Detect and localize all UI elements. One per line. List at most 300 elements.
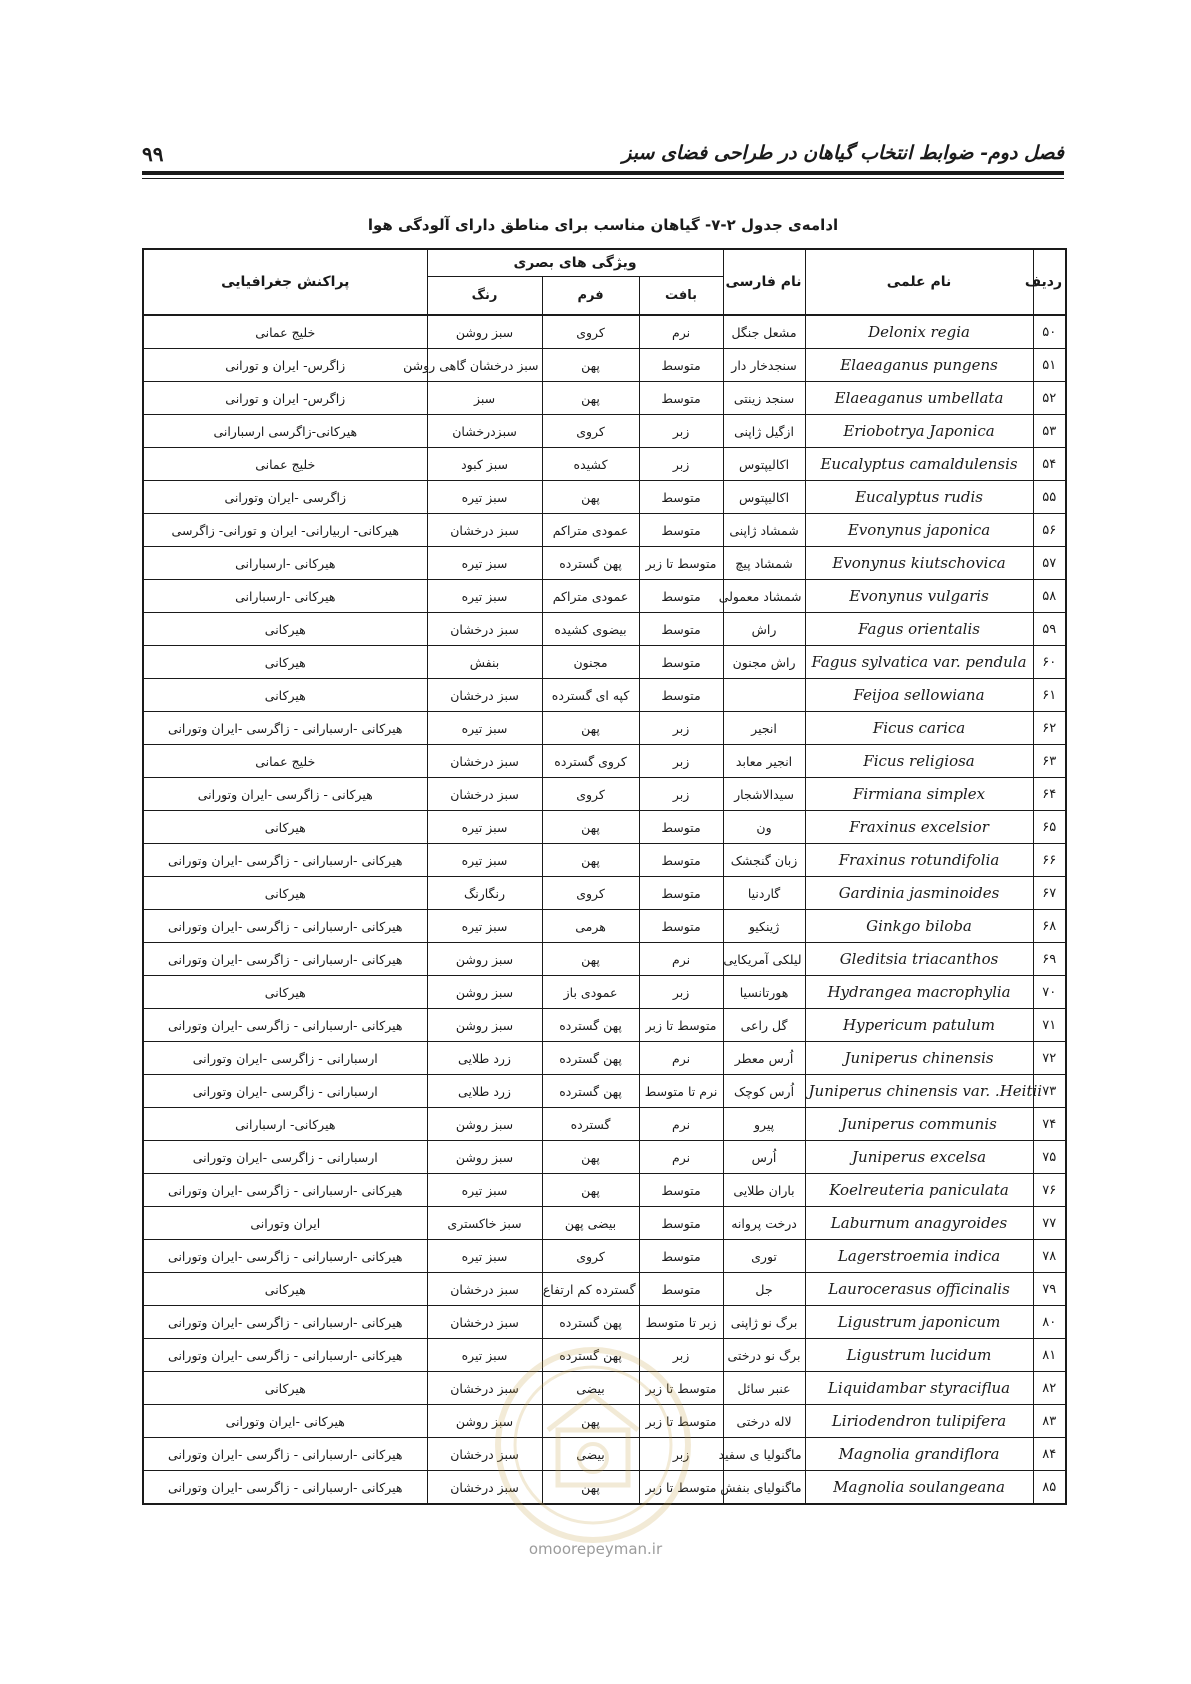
cell-distribution: خلیج عمانی (143, 315, 427, 349)
cell-form: پهن (542, 1174, 639, 1207)
cell-texture: نرم تا متوسط (639, 1075, 723, 1108)
cell-persian-name: سیدالاشجار (723, 778, 805, 811)
site-credit: omoorepeyman.ir (528, 1540, 663, 1558)
cell-persian-name: راش مجنون (723, 646, 805, 679)
cell-form: عمودی باز (542, 976, 639, 1009)
cell-distribution: هیرکانی -ارسبارانی - زاگرسی -ایران وتورانی (143, 1471, 427, 1505)
table-row (143, 877, 1066, 910)
plant-table (142, 248, 1067, 1505)
cell-row-no: ۸۰ (1033, 1306, 1066, 1339)
cell-color: بنفش (427, 646, 542, 679)
cell-color: سبز روشن (427, 943, 542, 976)
cell-form: گسترده کم ارتفاع (542, 1273, 639, 1306)
cell-color: سبزدرخشان (427, 415, 542, 448)
cell-persian-name: راش (723, 613, 805, 646)
cell-color: سبز کبود (427, 448, 542, 481)
cell-texture: متوسط (639, 646, 723, 679)
cell-persian-name: برگ نو درختی (723, 1339, 805, 1372)
cell-scientific-name: Laurocerasus officinalis (805, 1273, 1033, 1306)
cell-row-no: ۷۸ (1033, 1240, 1066, 1273)
header-visual-features: ویژگی های بصری (427, 249, 723, 277)
cell-texture: زبر (639, 976, 723, 1009)
cell-persian-name: شمشاد ژاپنی (723, 514, 805, 547)
cell-form: پهن (542, 1405, 639, 1438)
cell-color: سبز درخشان (427, 679, 542, 712)
cell-distribution: هیرکانی -ایران وتورانی (143, 1405, 427, 1438)
cell-distribution: هیرکانی - زاگرسی -ایران وتورانی (143, 778, 427, 811)
table-row (143, 1207, 1066, 1240)
cell-form: کپه ای گسترده (542, 679, 639, 712)
cell-row-no: ۶۳ (1033, 745, 1066, 778)
cell-texture: زبر تا متوسط (639, 1306, 723, 1339)
table-row (143, 481, 1066, 514)
cell-row-no: ۵۶ (1033, 514, 1066, 547)
cell-row-no: ۶۱ (1033, 679, 1066, 712)
cell-form: پهن (542, 349, 639, 382)
cell-row-no: ۵۴ (1033, 448, 1066, 481)
cell-form: پهن (542, 1471, 639, 1505)
cell-scientific-name: Magnolia grandiflora (805, 1438, 1033, 1471)
cell-form: کروی (542, 778, 639, 811)
cell-row-no: ۵۰ (1033, 315, 1066, 349)
cell-texture: متوسط تا زبر (639, 1405, 723, 1438)
cell-color: سبز روشن (427, 315, 542, 349)
cell-texture: متوسط (639, 514, 723, 547)
cell-color: سبز روشن (427, 1405, 542, 1438)
cell-row-no: ۶۹ (1033, 943, 1066, 976)
cell-distribution: هیرکانی -ارسبارانی - زاگرسی -ایران وتورانی (143, 1438, 427, 1471)
cell-distribution: هیرکانی (143, 811, 427, 844)
table-row (143, 448, 1066, 481)
cell-form: پهن (542, 844, 639, 877)
cell-distribution: هیرکانی (143, 1273, 427, 1306)
cell-color: سبز تیره (427, 547, 542, 580)
cell-texture: زبر (639, 778, 723, 811)
cell-distribution: هیرکانی -ارسبارانی - زاگرسی -ایران وتورانی (143, 712, 427, 745)
cell-row-no: ۷۳ (1033, 1075, 1066, 1108)
table-row (143, 1405, 1066, 1438)
cell-color: سبز درخشان (427, 1471, 542, 1505)
table-row (143, 315, 1066, 349)
cell-texture: زبر (639, 1339, 723, 1372)
cell-form: پهن گسترده (542, 1075, 639, 1108)
cell-distribution: هیرکانی- اربیارانی- ایران و تورانی- زاگرسی (143, 514, 427, 547)
cell-distribution: ایران وتورانی (143, 1207, 427, 1240)
cell-form: هرمی (542, 910, 639, 943)
cell-row-no: ۵۳ (1033, 415, 1066, 448)
cell-scientific-name: Evonynus japonica (805, 514, 1033, 547)
cell-texture: متوسط (639, 349, 723, 382)
cell-distribution: هیرکانی (143, 646, 427, 679)
cell-scientific-name: Liriodendron tulipifera (805, 1405, 1033, 1438)
cell-scientific-name: Juniperus excelsa (805, 1141, 1033, 1174)
cell-row-no: ۵۸ (1033, 580, 1066, 613)
header-rule-thin (142, 178, 1064, 179)
table-row (143, 1141, 1066, 1174)
cell-persian-name: گاردنیا (723, 877, 805, 910)
table-row (143, 844, 1066, 877)
cell-scientific-name: Fagus orientalis (805, 613, 1033, 646)
cell-distribution: هیرکانی -ارسبارانی (143, 580, 427, 613)
cell-distribution: زاگرس- ایران و تورانی (143, 382, 427, 415)
cell-row-no: ۶۴ (1033, 778, 1066, 811)
cell-scientific-name: Gleditsia triacanthos (805, 943, 1033, 976)
table-caption: ادامه‌ی جدول ۲-۷- گیاهان مناسب برای مناطق دارای آلودگی هوا (367, 216, 839, 234)
cell-form: کروی (542, 1240, 639, 1273)
cell-persian-name: انجیر معابد (723, 745, 805, 778)
cell-texture: نرم (639, 315, 723, 349)
cell-distribution: هیرکانی -ارسبارانی - زاگرسی -ایران وتورانی (143, 1240, 427, 1273)
cell-row-no: ۷۴ (1033, 1108, 1066, 1141)
cell-form: بیضوی کشیده (542, 613, 639, 646)
table-row (143, 646, 1066, 679)
cell-distribution: ارسبارانی - زاگرسی -ایران وتورانی (143, 1141, 427, 1174)
header-color: رنگ (427, 277, 542, 316)
table-row (143, 1273, 1066, 1306)
cell-color: زرد طلایی (427, 1075, 542, 1108)
table-row (143, 811, 1066, 844)
cell-texture: متوسط (639, 910, 723, 943)
cell-scientific-name: Fraxinus excelsior (805, 811, 1033, 844)
cell-form: پهن (542, 943, 639, 976)
cell-persian-name: توری (723, 1240, 805, 1273)
cell-row-no: ۷۰ (1033, 976, 1066, 1009)
cell-color: سبز درخشان (427, 613, 542, 646)
header-form: فرم (542, 277, 639, 316)
header-rule-thick (142, 171, 1064, 175)
cell-texture: زبر (639, 745, 723, 778)
cell-persian-name: جل (723, 1273, 805, 1306)
cell-scientific-name: Ligustrum lucidum (805, 1339, 1033, 1372)
cell-scientific-name: Ligustrum japonicum (805, 1306, 1033, 1339)
cell-form: کروی گسترده (542, 745, 639, 778)
cell-persian-name: هورتانسیا (723, 976, 805, 1009)
cell-scientific-name: Eucalyptus rudis (805, 481, 1033, 514)
table-body (143, 315, 1066, 1504)
cell-form: پهن (542, 481, 639, 514)
cell-row-no: ۶۵ (1033, 811, 1066, 844)
cell-color: سبز روشن (427, 1108, 542, 1141)
cell-row-no: ۸۳ (1033, 1405, 1066, 1438)
cell-distribution: هیرکانی -ارسبارانی - زاگرسی -ایران وتورانی (143, 910, 427, 943)
cell-persian-name: گل راعی (723, 1009, 805, 1042)
cell-distribution: هیرکانی -ارسبارانی - زاگرسی -ایران وتورانی (143, 1174, 427, 1207)
cell-persian-name: ماگنولیای بنفش (723, 1471, 805, 1505)
table-row (143, 349, 1066, 382)
cell-scientific-name: Firmiana simplex (805, 778, 1033, 811)
cell-color: سبز خاکستری (427, 1207, 542, 1240)
cell-distribution: خلیج عمانی (143, 745, 427, 778)
running-head (142, 142, 1064, 170)
cell-distribution: هیرکانی (143, 877, 427, 910)
cell-color: سبز تیره (427, 580, 542, 613)
cell-distribution: هیرکانی -ارسبارانی - زاگرسی -ایران وتورانی (143, 844, 427, 877)
cell-distribution: هیرکانی (143, 679, 427, 712)
cell-color: سبز تیره (427, 1174, 542, 1207)
cell-form: پهن گسترده (542, 1339, 639, 1372)
cell-texture: متوسط (639, 481, 723, 514)
cell-texture: متوسط تا زبر (639, 1372, 723, 1405)
cell-row-no: ۵۵ (1033, 481, 1066, 514)
cell-row-no: ۸۲ (1033, 1372, 1066, 1405)
cell-persian-name: ون (723, 811, 805, 844)
cell-texture: نرم (639, 943, 723, 976)
cell-persian-name: ازگیل ژاپنی (723, 415, 805, 448)
cell-row-no: ۵۲ (1033, 382, 1066, 415)
table-row (143, 1009, 1066, 1042)
cell-row-no: ۷۹ (1033, 1273, 1066, 1306)
cell-texture: نرم (639, 1042, 723, 1075)
cell-scientific-name: Hydrangea macrophylia (805, 976, 1033, 1009)
cell-form: کروی (542, 315, 639, 349)
cell-color: سبز تیره (427, 811, 542, 844)
table-row (143, 1372, 1066, 1405)
table-row (143, 1339, 1066, 1372)
cell-form: مجنون (542, 646, 639, 679)
cell-row-no: ۶۰ (1033, 646, 1066, 679)
cell-distribution: خلیج عمانی (143, 448, 427, 481)
cell-color: سبز روشن (427, 1141, 542, 1174)
cell-persian-name: اکالیپتوس (723, 481, 805, 514)
cell-color: سبز درخشان (427, 514, 542, 547)
table-row (143, 976, 1066, 1009)
cell-row-no: ۸۱ (1033, 1339, 1066, 1372)
cell-persian-name: درخت پروانه (723, 1207, 805, 1240)
cell-form: گسترده (542, 1108, 639, 1141)
cell-persian-name: باران طلایی (723, 1174, 805, 1207)
cell-persian-name: انجیر (723, 712, 805, 745)
cell-distribution: هیرکانی -ارسبارانی - زاگرسی -ایران وتورانی (143, 1009, 427, 1042)
cell-color: سبز درخشان (427, 1438, 542, 1471)
cell-persian-name: مشعل جنگل (723, 315, 805, 349)
cell-texture: متوسط تا زبر (639, 1009, 723, 1042)
table-row (143, 580, 1066, 613)
table-row (143, 1108, 1066, 1141)
cell-color: سبز تیره (427, 1240, 542, 1273)
header-scientific-name: نام علمی (805, 249, 1033, 315)
cell-scientific-name: Fraxinus rotundifolia (805, 844, 1033, 877)
cell-texture: متوسط (639, 382, 723, 415)
cell-scientific-name: Ginkgo biloba (805, 910, 1033, 943)
cell-scientific-name: Lagerstroemia indica (805, 1240, 1033, 1273)
cell-row-no: ۸۵ (1033, 1471, 1066, 1505)
cell-form: کروی (542, 877, 639, 910)
cell-distribution: هیرکانی -ارسبارانی (143, 547, 427, 580)
cell-distribution: هیرکانی (143, 976, 427, 1009)
cell-row-no: ۷۶ (1033, 1174, 1066, 1207)
cell-texture: زبر (639, 415, 723, 448)
cell-texture: متوسط (639, 844, 723, 877)
cell-row-no: ۵۱ (1033, 349, 1066, 382)
cell-row-no: ۶۸ (1033, 910, 1066, 943)
cell-distribution: هیرکانی-زاگرسی ارسبارانی (143, 415, 427, 448)
cell-form: عمودی متراکم (542, 514, 639, 547)
table-row (143, 1240, 1066, 1273)
cell-row-no: ۷۱ (1033, 1009, 1066, 1042)
cell-persian-name: ماگنولیا ی سفید (723, 1438, 805, 1471)
cell-scientific-name: Gardinia jasminoides (805, 877, 1033, 910)
cell-scientific-name: Koelreuteria paniculata (805, 1174, 1033, 1207)
table-row (143, 712, 1066, 745)
cell-distribution: ارسبارانی - زاگرسی -ایران وتورانی (143, 1042, 427, 1075)
cell-scientific-name: Juniperus communis (805, 1108, 1033, 1141)
cell-scientific-name: Evonynus kiutschovica (805, 547, 1033, 580)
cell-form: بیضی (542, 1372, 639, 1405)
cell-color: سبز روشن (427, 1009, 542, 1042)
cell-scientific-name: Ficus religiosa (805, 745, 1033, 778)
cell-form: پهن گسترده (542, 1042, 639, 1075)
cell-texture: متوسط تا زبر (639, 1471, 723, 1505)
cell-persian-name: لیلکی آمریکایی (723, 943, 805, 976)
cell-scientific-name: Fagus sylvatica var. pendula (805, 646, 1033, 679)
table-row (143, 1174, 1066, 1207)
table-row (143, 745, 1066, 778)
cell-distribution: هیرکانی -ارسبارانی - زاگرسی -ایران وتورانی (143, 943, 427, 976)
cell-color: سبز تیره (427, 844, 542, 877)
cell-form: پهن گسترده (542, 1009, 639, 1042)
cell-persian-name: عنبر سائل (723, 1372, 805, 1405)
cell-row-no: ۷۵ (1033, 1141, 1066, 1174)
cell-persian-name: برگ نو ژاپنی (723, 1306, 805, 1339)
cell-texture: زبر (639, 1438, 723, 1471)
cell-persian-name: سنجد زینتی (723, 382, 805, 415)
cell-color: سبز درخشان (427, 1306, 542, 1339)
table-row (143, 1471, 1066, 1505)
cell-color: سبز تیره (427, 712, 542, 745)
cell-color: سبز درخشان (427, 1372, 542, 1405)
cell-row-no: ۵۷ (1033, 547, 1066, 580)
header-persian-name: نام فارسی (723, 249, 805, 315)
cell-form: عمودی متراکم (542, 580, 639, 613)
cell-scientific-name: Feijoa sellowiana (805, 679, 1033, 712)
cell-persian-name: ژینکیو (723, 910, 805, 943)
table-row (143, 1438, 1066, 1471)
cell-persian-name: اکالیپتوس (723, 448, 805, 481)
cell-texture: متوسط تا زبر (639, 547, 723, 580)
cell-color: سبز (427, 382, 542, 415)
cell-row-no: ۵۹ (1033, 613, 1066, 646)
cell-form: پهن (542, 712, 639, 745)
cell-scientific-name: Elaeaganus umbellata (805, 382, 1033, 415)
cell-texture: متوسط (639, 1207, 723, 1240)
cell-texture: متوسط (639, 877, 723, 910)
cell-scientific-name: Eriobotrya Japonica (805, 415, 1033, 448)
cell-color: سبز روشن (427, 976, 542, 1009)
table-row (143, 514, 1066, 547)
cell-color: سبز درخشان گاهی روشن (427, 349, 542, 382)
cell-scientific-name: Ficus carica (805, 712, 1033, 745)
cell-texture: نرم (639, 1108, 723, 1141)
cell-color: سبز تیره (427, 1339, 542, 1372)
cell-row-no: ۷۷ (1033, 1207, 1066, 1240)
header-distribution: پراکنش جغرافیایی (143, 249, 427, 315)
cell-texture: زبر (639, 712, 723, 745)
cell-color: سبز درخشان (427, 745, 542, 778)
cell-texture: متوسط (639, 613, 723, 646)
cell-scientific-name: Magnolia soulangeana (805, 1471, 1033, 1505)
table-row (143, 778, 1066, 811)
cell-form: کشیده (542, 448, 639, 481)
cell-row-no: ۶۷ (1033, 877, 1066, 910)
cell-form: بیضی (542, 1438, 639, 1471)
cell-color: سبز تیره (427, 910, 542, 943)
cell-distribution: زاگرس- ایران و تورانی (143, 349, 427, 382)
cell-scientific-name: Laburnum anagyroides (805, 1207, 1033, 1240)
cell-color: زرد طلایی (427, 1042, 542, 1075)
cell-distribution: هیرکانی -ارسبارانی - زاگرسی -ایران وتورانی (143, 1339, 427, 1372)
table-row (143, 1042, 1066, 1075)
cell-distribution: ارسبارانی - زاگرسی -ایران وتورانی (143, 1075, 427, 1108)
cell-persian-name: پیرو (723, 1108, 805, 1141)
table-row (143, 1075, 1066, 1108)
cell-row-no: ۸۴ (1033, 1438, 1066, 1471)
cell-form: پهن (542, 1141, 639, 1174)
cell-persian-name: اُرس کوچک (723, 1075, 805, 1108)
cell-texture: نرم (639, 1141, 723, 1174)
cell-scientific-name: Elaeaganus pungens (805, 349, 1033, 382)
header-texture: بافت (639, 277, 723, 316)
cell-color: سبز تیره (427, 481, 542, 514)
cell-scientific-name: Eucalyptus camaldulensis (805, 448, 1033, 481)
cell-distribution: هیرکانی (143, 1372, 427, 1405)
cell-distribution: هیرکانی- ارسبارانی (143, 1108, 427, 1141)
cell-form: پهن (542, 811, 639, 844)
cell-persian-name (723, 679, 805, 712)
cell-form: بیضی پهن (542, 1207, 639, 1240)
cell-color: سبز درخشان (427, 1273, 542, 1306)
cell-scientific-name: Evonynus vulgaris (805, 580, 1033, 613)
cell-persian-name: اُرس (723, 1141, 805, 1174)
table-row (143, 547, 1066, 580)
cell-scientific-name: Juniperus chinensis var. .Heitii (805, 1075, 1033, 1108)
cell-persian-name: زبان گنجشک (723, 844, 805, 877)
cell-persian-name: شمشاد معمولی (723, 580, 805, 613)
cell-form: پهن گسترده (542, 1306, 639, 1339)
table-row (143, 910, 1066, 943)
cell-texture: متوسط (639, 1273, 723, 1306)
cell-form: کروی (542, 415, 639, 448)
table-row (143, 943, 1066, 976)
cell-texture: متوسط (639, 1174, 723, 1207)
cell-texture: متوسط (639, 1240, 723, 1273)
table-row (143, 382, 1066, 415)
header-row-no: ردیف (1033, 249, 1066, 315)
cell-persian-name: شمشاد پیچ (723, 547, 805, 580)
cell-texture: زبر (639, 448, 723, 481)
cell-persian-name: اُرس معطر (723, 1042, 805, 1075)
page-number: ۹۹ (142, 142, 164, 166)
cell-scientific-name: Liquidambar styraciflua (805, 1372, 1033, 1405)
table-row (143, 1306, 1066, 1339)
cell-scientific-name: Delonix regia (805, 315, 1033, 349)
table-row (143, 415, 1066, 448)
cell-persian-name: لاله درختی (723, 1405, 805, 1438)
cell-row-no: ۶۲ (1033, 712, 1066, 745)
cell-form: پهن گسترده (542, 547, 639, 580)
cell-texture: متوسط (639, 679, 723, 712)
cell-persian-name: سنجدخار دار (723, 349, 805, 382)
cell-color: سبز درخشان (427, 778, 542, 811)
table-row (143, 613, 1066, 646)
cell-distribution: هیرکانی -ارسبارانی - زاگرسی -ایران وتورانی (143, 1306, 427, 1339)
cell-scientific-name: Hypericum patulum (805, 1009, 1033, 1042)
cell-texture: متوسط (639, 580, 723, 613)
table-row (143, 679, 1066, 712)
cell-distribution: هیرکانی (143, 613, 427, 646)
chapter-title: فصل دوم- ضوابط انتخاب گیاهان در طراحی فضای سبز (622, 142, 1064, 164)
cell-distribution: زاگرسی -ایران وتورانی (143, 481, 427, 514)
cell-color: رنگارنگ (427, 877, 542, 910)
